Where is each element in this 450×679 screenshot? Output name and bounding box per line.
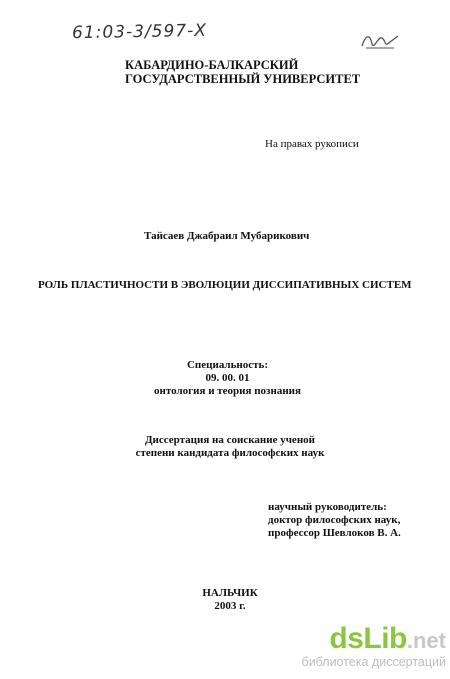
- supervisor-line1: научный руководитель:: [268, 501, 387, 513]
- degree-block: [120, 434, 340, 460]
- footer-year: 2003 г.: [214, 600, 246, 612]
- handwritten-archive-code: 61:03-3/597-Х: [71, 20, 208, 44]
- manuscript-rights-note: На правах рукописи: [265, 138, 359, 150]
- degree-line2: степени кандидата философских наук: [135, 447, 325, 459]
- dslib-watermark-logo: [296, 624, 446, 654]
- logo-suffix: .net: [406, 628, 446, 653]
- specialty-code: 09. 00. 01: [205, 372, 250, 384]
- supervisor-line2: доктор философских наук,: [268, 514, 401, 526]
- university-name-line1: КАБАРДИНО-БАЛКАРСКИЙ: [125, 58, 299, 72]
- specialty-name: онтология и теория познания: [154, 385, 301, 397]
- specialty-block: [140, 359, 315, 398]
- handwritten-signature-mark: [360, 30, 400, 57]
- supervisor-block: [268, 501, 401, 540]
- footer-block: [190, 587, 270, 613]
- university-name-line2: ГОСУДАРСТВЕННЫЙ УНИВЕРСИТЕТ: [125, 72, 361, 86]
- footer-city: НАЛЬЧИК: [202, 587, 258, 599]
- author-name: Тайсаев Джабраил Мубарикович: [144, 230, 310, 242]
- supervisor-line3: профессор Шевлоков В. А.: [268, 527, 401, 539]
- specialty-label: Специальность:: [186, 359, 269, 371]
- dissertation-title: РОЛЬ ПЛАСТИЧНОСТИ В ЭВОЛЮЦИИ ДИССИПАТИВНЫХ СИСТЕМ: [38, 279, 412, 291]
- dslib-watermark-tagline: библиотека диссертаций: [301, 655, 446, 669]
- logo-main: dsLib: [329, 622, 407, 655]
- degree-line1: Диссертация на соискание ученой: [144, 434, 315, 446]
